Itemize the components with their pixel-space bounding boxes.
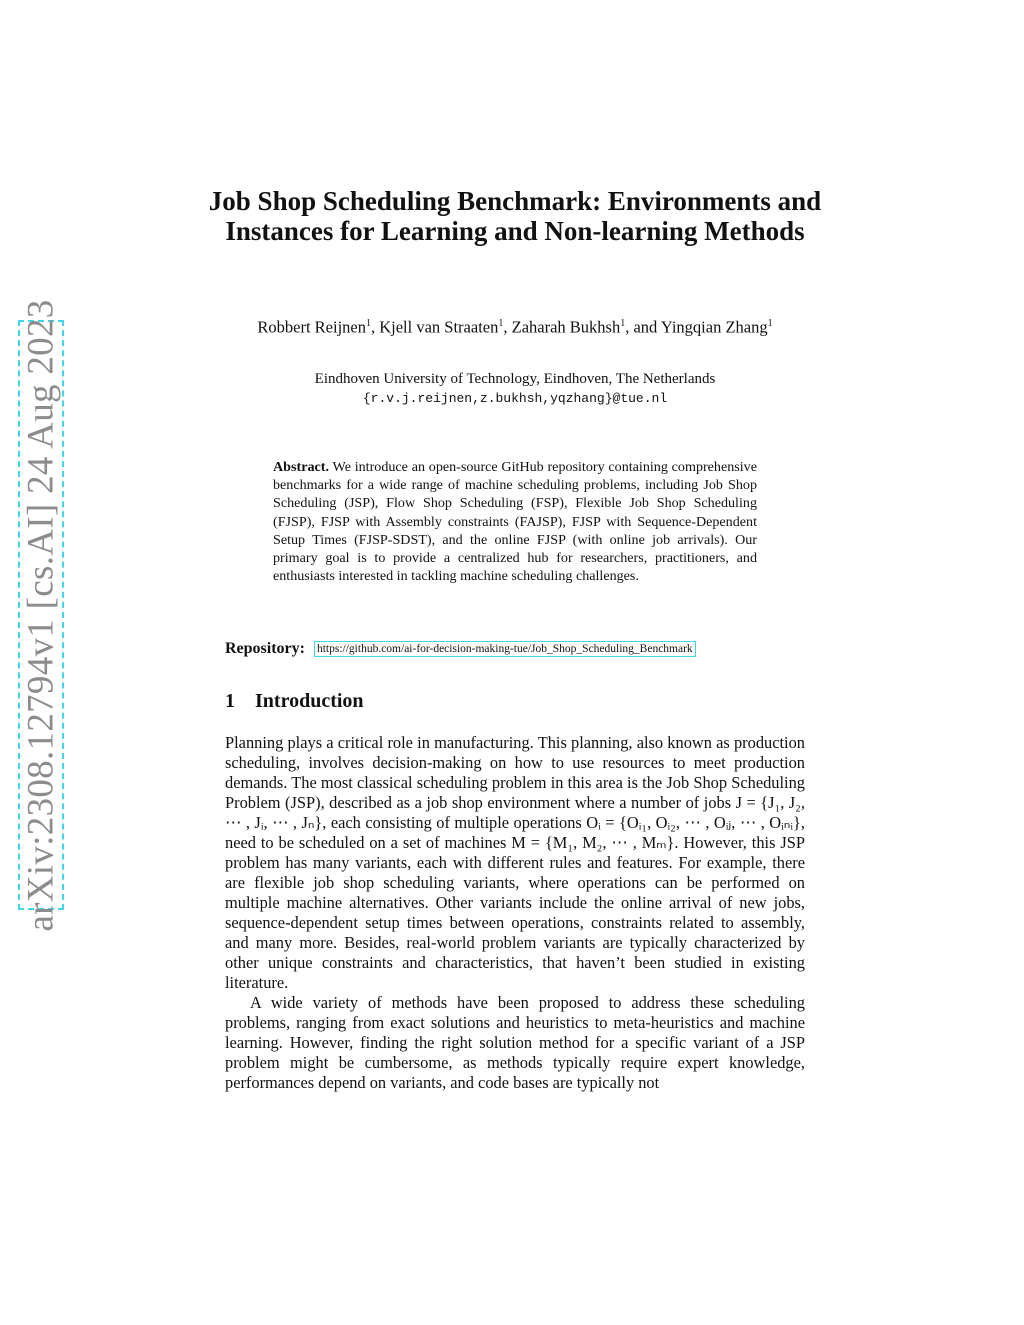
author-separator: , <box>370 317 380 337</box>
affiliation-text: Eindhoven University of Technology, Eindhoven, The Netherlands <box>314 371 716 387</box>
author-affiliation-mark: 1 <box>767 318 773 329</box>
section-title: Introduction <box>255 690 364 712</box>
paper-title: Job Shop Scheduling Benchmark: Environments and Instances for Learning and Non-learning Methods <box>208 186 822 246</box>
body-paragraph: A wide variety of methods have been proposed to address these scheduling problems, ranging from exact solutions and heuristics to meta-heuristics and machine learning. However, finding the right solution method for a specific variant of a JSP problem might be cumbersome, as methods typically require expert knowledge, performances depend on variants, and code bases are typically not <box>225 993 805 1092</box>
author-name: Robbert Reijnen <box>257 317 366 337</box>
author-affiliation-mark: 1 <box>620 318 626 329</box>
author-name: Kjell van Straaten <box>379 317 499 337</box>
introduction-body <box>225 733 805 1093</box>
body-paragraph: Planning plays a critical role in manufacturing. This planning, also known as production scheduling, involves decision-making on how to use resources to meet production demands. The most classical scheduling problem in this area is the Job Shop Scheduling Problem (JSP), described as a job shop environment where a number of jobs J = {J₁, J₂, ⋯ , Jᵢ, ⋯ , Jₙ}, each consisting of multiple operations Oᵢ = {Oᵢ₁, Oᵢ₂, ⋯ , Oᵢⱼ, ⋯ , Oᵢₙᵢ}, need to be scheduled on a set of machines M = {M₁, M₂, ⋯ , Mₘ}. However, this JSP problem has many variants, each with different rules and features. For example, there are flexible job shop scheduling variants, where operations can be performed on multiple machine alternatives. Other variants include the online arrival of new jobs, sequence-dependent setup times between operations, constraints related to assembly, and many more. Besides, real-world problem variants are typically characterized by other unique constraints and characteristics, that haven’t been studied in existing literature. <box>225 733 805 992</box>
author-name: Zaharah Bukhsh <box>511 317 621 337</box>
affiliation-block <box>215 370 815 408</box>
author-list <box>215 314 815 338</box>
section-number: 1 <box>225 690 235 712</box>
abstract <box>273 458 757 585</box>
arxiv-identifier-stamp <box>18 298 64 932</box>
abstract-label: Abstract. <box>273 459 329 475</box>
author-affiliation-mark: 1 <box>365 318 371 329</box>
abstract-text: We introduce an open-source GitHub repository containing comprehensive benchmarks for a wide range of machine scheduling problems, including Job Shop Scheduling (JSP), Flow Shop Scheduling (FSP), Flexible Job Shop Scheduling (FJSP), FJSP with Assembly constraints (FAJSP), FJSP with Sequence-Dependent Setup Times (FJSP-SDST), and the online FJSP (with online job arrivals). Our primary goal is to provide a centralized hub for researchers, practitioners, and enthusiasts interested in tackling machine scheduling challenges. <box>273 459 757 585</box>
repository-line <box>225 639 815 659</box>
repository-link[interactable]: https://github.com/ai-for-decision-making-tue/Job_Shop_Scheduling_Benchmark <box>314 641 696 657</box>
author-affiliation-mark: 1 <box>498 318 504 329</box>
arxiv-identifier-text: arXiv:2308.12794v1 [cs.AI] 24 Aug 2023 <box>20 298 62 932</box>
author-emails: {r.v.j.reijnen,z.bukhsh,yqzhang}@tue.nl <box>362 391 668 406</box>
author-name: Yingqian Zhang <box>660 317 768 337</box>
section-heading-introduction <box>225 690 364 713</box>
author-separator: , and <box>625 317 661 337</box>
author-separator: , <box>503 317 512 337</box>
repository-label: Repository: <box>225 640 305 657</box>
